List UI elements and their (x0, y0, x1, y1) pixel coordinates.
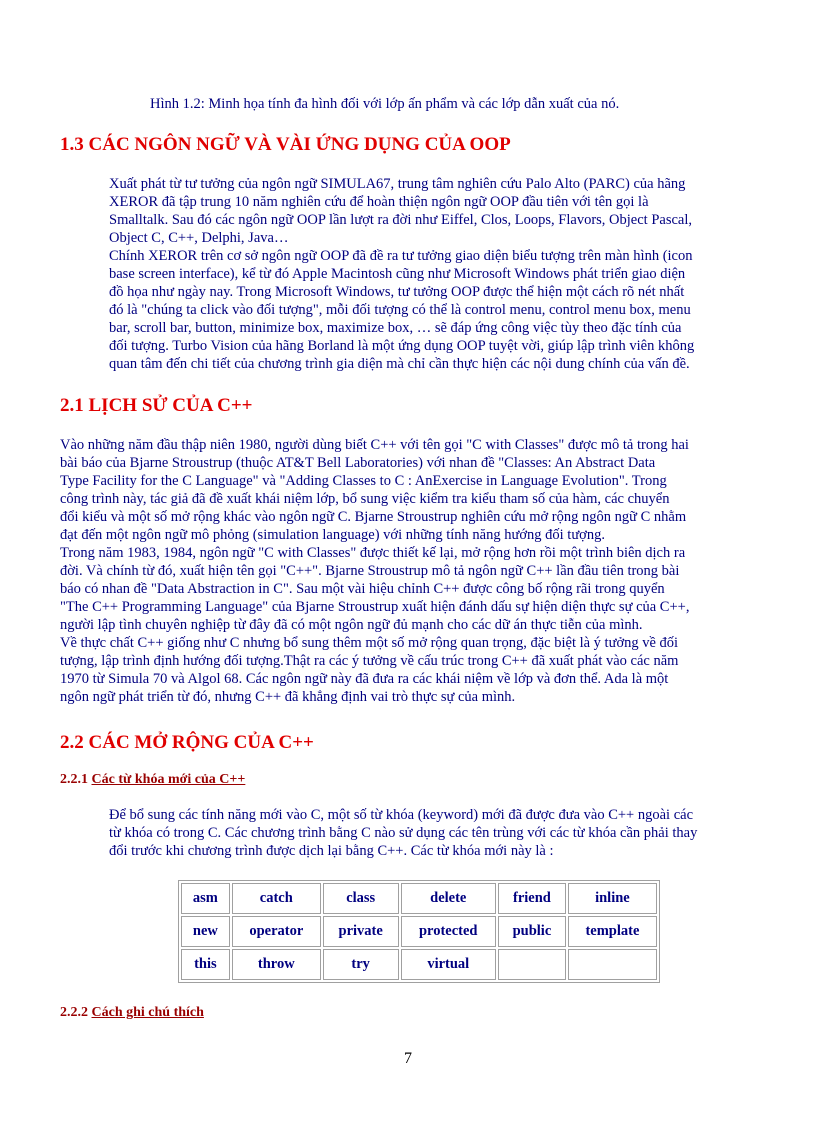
keyword-cell: virtual (401, 949, 496, 980)
paragraph-2-1 (60, 436, 689, 706)
text-line: đổi trước khi chương trình được dịch lại bằng C++. Các từ khóa mới này là : (109, 843, 554, 859)
text-line: Vào những năm đầu thập niên 1980, người dùng biết C++ với tên gọi "C with Classes" được mô tả trong hai (60, 437, 689, 453)
text-line: đạt đến một ngôn ngữ mô phỏng (simulation language) với những tính năng hướng đối tượng. (60, 527, 605, 543)
heading-2-2: 2.2 CÁC MỞ RỘNG CỦA C++ (60, 732, 314, 753)
text-line: XEROR đã tập trung 10 năm nghiên cứu để hoàn thiện ngôn ngữ OOP đầu tiên với tên gọi là (109, 194, 649, 210)
text-line: từ khóa có trong C. Các chương trình bằng C nào sử dụng các tên trùng với các từ khóa cần phải thay (109, 825, 698, 841)
keyword-cell (498, 949, 566, 980)
text-line: base screen interface), kể từ đó Apple Macintosh cũng như Microsoft Windows phát triển giao diện (109, 266, 686, 282)
text-line: Để bổ sung các tính năng mới vào C, một số từ khóa (keyword) mới đã được đưa vào C++ ngoài các (109, 807, 694, 823)
text-line: đối tượng. Turbo Vision của hãng Borland là một ứng dụng OOP tuyệt vời, giúp lập trình viên không (109, 338, 695, 354)
text-line: Chính XEROR trên cơ sở ngôn ngữ OOP đã đề ra tư tưởng giao diện biểu tượng trên màn hình (icon (109, 248, 693, 264)
text-line: đổi kiểu và một số mở rộng khác vào ngôn ngữ C. Bjarne Stroustrup nghiên cứu mở rộng ngôn ngữ C nhằm (60, 509, 687, 525)
heading-title: Cách ghi chú thích (91, 1005, 204, 1020)
keyword-cell: protected (401, 916, 496, 947)
keyword-cell: friend (498, 883, 566, 914)
text-line: Object C, C++, Delphi, Java… (109, 230, 289, 246)
text-line: Về thực chất C++ giống như C nhưng bổ sung thêm một số mở rộng quan trọng, đặc biệt là ý tưởng về đối (60, 635, 679, 651)
text-line: đời. Và chính từ đó, xuất hiện tên gọi "C++". Bjarne Stroustrup mô tả ngôn ngữ C++ lần đầu tiên trong bài (60, 563, 680, 579)
keyword-cell: delete (401, 883, 496, 914)
table-row (181, 916, 657, 947)
figure-caption: Hình 1.2: Minh họa tính đa hình đối với lớp ấn phẩm và các lớp dẫn xuất của nó. (150, 96, 620, 112)
text-line: bài báo của Bjarne Stroustrup (thuộc AT&T Bell Laboratories) với nhan đề "Classes: An Abstract Data (60, 455, 656, 471)
keyword-cell: operator (232, 916, 321, 947)
heading-title: Các từ khóa mới của C++ (91, 772, 246, 787)
text-line: ngôn ngữ phát triển từ đó, nhưng C++ đã khẳng định vai trò thực sự của mình. (60, 689, 516, 705)
text-line: Smalltalk. Sau đó các ngôn ngữ OOP lần lượt ra đời như Eiffel, Clos, Loops, Flavors, Object Pascal, (109, 212, 692, 228)
keyword-cell: try (323, 949, 399, 980)
table-row (181, 883, 657, 914)
keywords-table (178, 880, 660, 983)
text-line: tượng, lập trình định hướng đối tượng.Thật ra các ý tưởng về cấu trúc trong C++ đã xuất phát vào các năm (60, 653, 679, 669)
heading-number: 2.2.2 (60, 1005, 88, 1020)
keyword-cell: private (323, 916, 399, 947)
heading-1-3: 1.3 CÁC NGÔN NGỮ VÀ VÀI ỨNG DỤNG CỦA OOP (60, 134, 511, 155)
heading-2-2-1 (60, 772, 245, 788)
heading-2-2-2 (60, 1005, 204, 1021)
paragraph-2-2-1 (109, 806, 697, 860)
keyword-cell: throw (232, 949, 321, 980)
keyword-cell: catch (232, 883, 321, 914)
keyword-cell: this (181, 949, 230, 980)
text-line: quan tâm đến chi tiết của chương trình gia diện mà chỉ cần thực hiện các nội dung chính của vấn đề. (109, 356, 690, 372)
heading-2-1: 2.1 LỊCH SỬ CỦA C++ (60, 395, 253, 416)
keyword-cell: public (498, 916, 566, 947)
text-line: Xuất phát từ tư tưởng của ngôn ngữ SIMULA67, trung tâm nghiên cứu Palo Alto (PARC) của hãng (109, 176, 686, 192)
text-line: đó là "chúng ta click vào đối tượng", mỗi đối tượng có thể là control menu, control menu box, menu (109, 302, 691, 318)
keyword-cell: inline (568, 883, 657, 914)
text-line: bar, scroll bar, button, minimize box, maximize box, … sẽ đáp ứng công việc tùy theo đặc tính của (109, 320, 682, 336)
heading-number: 2.2.1 (60, 772, 88, 787)
keyword-cell: new (181, 916, 230, 947)
table-row (181, 949, 657, 980)
text-line: công trình này, tác giả đã đề xuất khái niệm lớp, bổ sung việc kiểm tra kiểu tham số của hàm, các chuyển (60, 491, 670, 507)
text-line: 1970 từ Simula 70 và Algol 68. Các ngôn ngữ này đã đưa ra các khái niệm về lớp và đơn thể. Ada là một (60, 671, 669, 687)
keyword-cell: asm (181, 883, 230, 914)
text-line: "The C++ Programming Language" của Bjarne Stroustrup xuất hiện đánh dấu sự hiện diện thực sự của C++, (60, 599, 690, 615)
keyword-cell (568, 949, 657, 980)
text-line: báo có nhan đề "Data Abstraction in C". Sau một vài hiệu chỉnh C++ được công bố rộng rãi trong quyển (60, 581, 665, 597)
paragraph-1-3 (109, 175, 694, 373)
text-line: Trong năm 1983, 1984, ngôn ngữ "C with Classes" được thiết kế lại, mở rộng hơn rồi một trình biên dịch ra (60, 545, 686, 561)
text-line: Type Facility for the C Language" và "Adding Classes to C : AnExercise in Language Evolution". Trong (60, 473, 667, 489)
text-line: đồ họa như ngày nay. Trong Microsoft Windows, tư tưởng OOP được thể hiện một cách rõ nét nhất (109, 284, 685, 300)
page-number: 7 (404, 1050, 412, 1067)
keyword-cell: template (568, 916, 657, 947)
text-line: người lập tình chuyên nghiệp từ đây đã có một ngôn ngữ đủ mạnh cho các dữ án thực tiễn của mình. (60, 617, 643, 633)
keyword-cell: class (323, 883, 399, 914)
